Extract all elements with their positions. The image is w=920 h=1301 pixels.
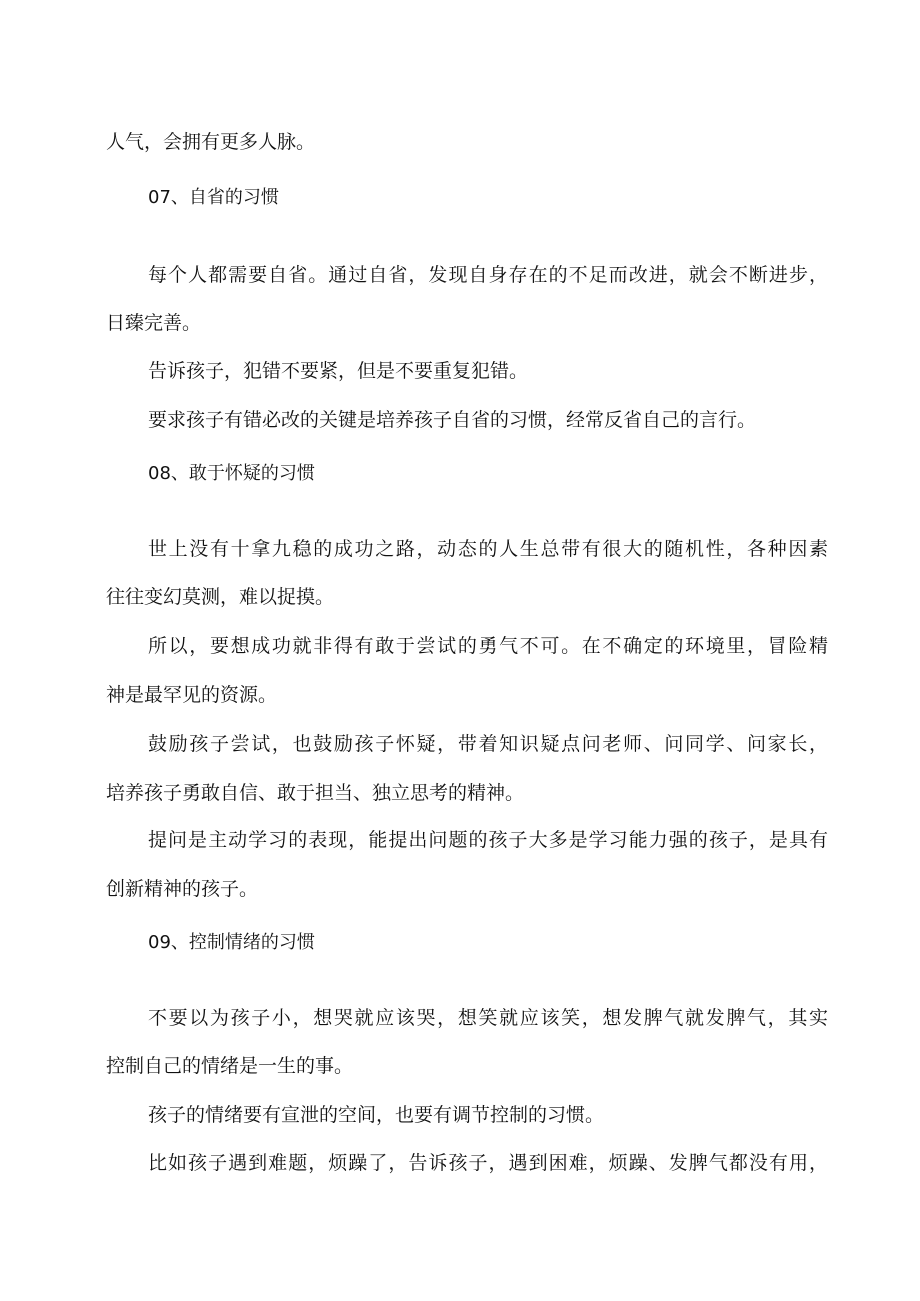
paragraph-line: 告诉孩子，犯错不要紧，但是不要重复犯错。 — [148, 360, 529, 382]
paragraph-line: 不要以为孩子小，想哭就应该哭，想笑就应该笑，想发脾气就发脾气，其实 — [148, 1007, 828, 1029]
paragraph-line: 神是最罕见的资源。 — [106, 684, 278, 706]
section-heading-07: 07、自省的习惯 — [148, 187, 279, 208]
paragraph-line: 每个人都需要自省。通过自省，发现自身存在的不足而改进，就会不断进步， — [148, 264, 828, 286]
paragraph-line: 提问是主动学习的表现，能提出问题的孩子大多是学习能力强的孩子，是具有 — [148, 829, 828, 851]
paragraph-line: 孩子的情绪要有宣泄的空间，也要有调节控制的习惯。 — [148, 1104, 605, 1126]
paragraph-continuation: 人气，会拥有更多人脉。 — [106, 131, 316, 153]
paragraph-line: 创新精神的孩子。 — [106, 878, 259, 900]
paragraph-line: 世上没有十拿九稳的成功之路，动态的人生总带有很大的随机性，各种因素 — [148, 538, 828, 560]
section-heading-09: 09、控制情绪的习惯 — [148, 932, 315, 953]
paragraph-line: 比如孩子遇到难题，烦躁了，告诉孩子，遇到困难，烦躁、发脾气都没有用， — [148, 1152, 828, 1174]
section-heading-08: 08、敢于怀疑的习惯 — [148, 463, 315, 484]
paragraph-line: 培养孩子勇敢自信、敢于担当、独立思考的精神。 — [106, 782, 525, 804]
paragraph-line: 控制自己的情绪是一生的事。 — [106, 1055, 354, 1077]
paragraph-line: 所以，要想成功就非得有敢于尝试的勇气不可。在不确定的环境里，冒险精 — [148, 635, 828, 657]
paragraph-line: 要求孩子有错必改的关键是培养孩子自省的习惯，经常反省自己的言行。 — [148, 409, 757, 431]
paragraph-line: 往往变幻莫测，难以捉摸。 — [106, 586, 335, 608]
paragraph-line: 鼓励孩子尝试，也鼓励孩子怀疑，带着知识疑点问老师、问同学、问家长， — [148, 733, 828, 755]
paragraph-line: 日臻完善。 — [106, 312, 202, 334]
